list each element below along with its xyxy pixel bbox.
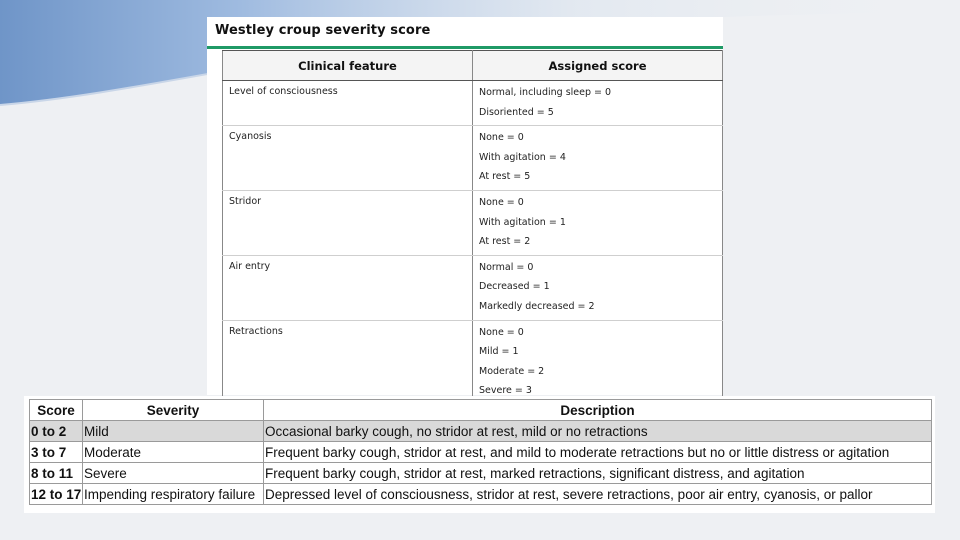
score-line: None = 0: [479, 196, 524, 208]
header-score: Score: [30, 400, 83, 421]
header-assigned-score: Assigned score: [473, 51, 723, 81]
score-line: Severe = 3: [479, 385, 532, 397]
score-line: None = 0: [479, 132, 524, 144]
description-cell: Frequent barky cough, stridor at rest, and mild to moderate retractions but no or little distress or agitation: [264, 442, 932, 463]
description-cell: Depressed level of consciousness, stridor at rest, severe retractions, poor air entry, cyanosis, or pallor: [264, 484, 932, 505]
westley-row: [223, 81, 723, 126]
assigned-score-cell: [473, 255, 723, 320]
header-clinical-feature: Clinical feature: [223, 51, 473, 81]
severity-cell: Impending respiratory failure: [83, 484, 264, 505]
score-cell: 8 to 11: [30, 463, 83, 484]
severity-row: [30, 421, 932, 442]
severity-cell: Mild: [83, 421, 264, 442]
assigned-score-cell: [473, 190, 723, 255]
severity-row: [30, 484, 932, 505]
westley-row: [223, 320, 723, 404]
clinical-feature-cell: Cyanosis: [223, 126, 473, 191]
score-line: None = 0: [479, 326, 524, 338]
clinical-feature-cell: Air entry: [223, 255, 473, 320]
assigned-score-cell: [473, 320, 723, 404]
clinical-feature-cell: Retractions: [223, 320, 473, 404]
westley-row: [223, 190, 723, 255]
description-cell: Occasional barky cough, no stridor at rest, mild or no retractions: [264, 421, 932, 442]
description-cell: Frequent barky cough, stridor at rest, marked retractions, significant distress, and agitation: [264, 463, 932, 484]
card-title: Westley croup severity score: [215, 23, 431, 38]
score-line: Normal, including sleep = 0: [479, 87, 612, 98]
header-severity: Severity: [83, 400, 264, 421]
score-cell: 3 to 7: [30, 442, 83, 463]
score-line: With agitation = 4: [479, 151, 566, 163]
score-line: At rest = 2: [479, 236, 531, 248]
score-line: Normal = 0: [479, 261, 534, 273]
westley-table: [222, 50, 723, 404]
score-line: Mild = 1: [479, 346, 519, 358]
score-line: Decreased = 1: [479, 281, 550, 293]
severity-table-panel: [24, 396, 935, 513]
westley-row: [223, 126, 723, 191]
score-line: With agitation = 1: [479, 216, 566, 228]
severity-cell: Moderate: [83, 442, 264, 463]
score-cell: 12 to 17: [30, 484, 83, 505]
severity-row: [30, 442, 932, 463]
westley-row: [223, 255, 723, 320]
severity-cell: Severe: [83, 463, 264, 484]
severity-row: [30, 463, 932, 484]
westley-card: [207, 17, 723, 395]
score-line: At rest = 5: [479, 171, 531, 183]
score-cell: 0 to 2: [30, 421, 83, 442]
header-description: Description: [264, 400, 932, 421]
clinical-feature-cell: Stridor: [223, 190, 473, 255]
score-line: Markedly decreased = 2: [479, 300, 595, 312]
score-line: Moderate = 2: [479, 365, 545, 377]
assigned-score-cell: [473, 126, 723, 191]
severity-table: [29, 399, 932, 505]
assigned-score-cell: [473, 81, 723, 126]
score-line: Disoriented = 5: [479, 106, 554, 118]
clinical-feature-cell: Level of consciousness: [223, 81, 473, 126]
title-rule: [207, 46, 723, 49]
